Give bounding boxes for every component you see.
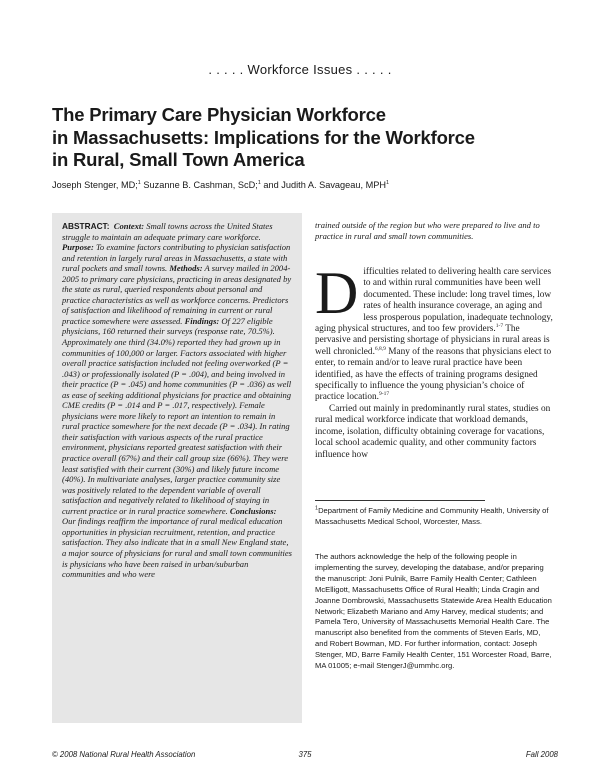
findings-text: Of 227 eligible physicians, 160 returned their surveys (response rate, 70.5%). Approximately one third (34.0%) reported they had grown up in communities of 100,000 or larger. Factors associated with higher overall practice satisfaction included not feeling overworked (P = .043) or professionally isolated (P = .004), and being involved in their practice (P = .045) and home communities (P = .036) as well as ease of seeking additional physicians for practice and obtaining CME credits (P = .014 and P = .017, respectively). Female physicians were more likely to report an intention to remain in rural practice somewhere for the next decade (P = .034). In rating their satisfaction with various aspects of the rural practice environment, physicians reported greatest satisfaction with their practice overall (67%) and their call group size (66%). They were least satisfied with their current (30%) and likely future income (40%). In multivariate analyses, larger practice community size was positively related to the dependent variable of overall satisfaction and negatively related to likelihood of staying in current practice or in rural practice somewhere. xyxy=(62,315,292,516)
drop-cap: D xyxy=(315,260,359,326)
findings-label: Findings: xyxy=(184,315,220,326)
author-stenger: Joseph Stenger, MD; xyxy=(52,180,138,190)
page-footer xyxy=(52,750,558,762)
context-text: Small towns across the United States struggle to maintain an adequate primary care workforce. xyxy=(62,221,273,242)
article-title xyxy=(52,104,572,172)
body-p1-part3: Many of the reasons that physicians elect to enter, to remain and/or to leave rural practice have been identified, as have the effects of training programs designed specifically to influence the young physician’s choice of practice location. xyxy=(315,346,552,403)
body-paragraph-2: Carried out mainly in predominantly rural states, studies on rural medical workforce indicate that workload demands, income, isolation, difficulty obtaining coverage for vacations, local school academic quality, and other community factors influence how xyxy=(315,403,551,460)
body-p1-part2: The pervasive and persisting shortage of physicians in rural areas is well chronicled. xyxy=(315,324,550,357)
citation-sup: 6,8,9 xyxy=(374,345,386,352)
abstract-label: ABSTRACT: xyxy=(62,221,110,231)
citation-sup: 9-17 xyxy=(379,391,390,398)
affiliation-marker: 1 xyxy=(386,179,390,186)
body-p1-part1: ifficulties related to delivering health care services to and within rural communities have been well documented. These include: long travel times, low rates of health insurance coverage, an aging and less prosperous population, inadequate technology, aging physical structures, and too few providers. xyxy=(315,267,553,335)
affiliation-footnote xyxy=(315,506,555,527)
right-column xyxy=(315,220,555,461)
abstract-box xyxy=(52,213,302,723)
author-savageau: and Judith A. Savageau, MPH xyxy=(260,180,387,190)
footnote-text: Department of Family Medicine and Community Health, University of Massachusetts Medical School, Worcester, Mass. xyxy=(315,506,549,526)
body-text xyxy=(315,260,555,461)
footnote-divider xyxy=(315,500,485,501)
methods-label: Methods: xyxy=(169,263,203,274)
title-line-1: The Primary Care Physician Workforce xyxy=(52,104,386,125)
abstract-continuation: trained outside of the region but who were prepared to live and to practice in rural and small town communities. xyxy=(315,220,540,241)
affiliation-marker: 1 xyxy=(257,179,261,186)
author-cashman: Suzanne B. Cashman, ScD; xyxy=(140,180,258,190)
section-header: . . . . . Workforce Issues . . . . . xyxy=(208,62,392,77)
abstract-text xyxy=(62,221,292,580)
footnote-marker: 1 xyxy=(315,505,319,512)
author-list xyxy=(52,180,572,190)
purpose-label: Purpose: xyxy=(62,242,94,253)
citation-sup: 1-7 xyxy=(495,322,504,329)
copyright: © 2008 National Rural Health Association xyxy=(52,750,196,759)
page-number: 375 xyxy=(298,750,312,759)
context-label: Context: xyxy=(113,221,145,231)
body-paragraph-1 xyxy=(315,260,555,404)
purpose-text: To examine factors contributing to physician satisfaction and retention in largely rural areas in Massachusetts, a state with rural pockets and small towns. xyxy=(62,242,291,274)
methods-text: A survey mailed in 2004-2005 to primary care physicians, practicing in areas designated by the state as rural, queried respondents about personal and practice characteristics as well as workforce concerns. Predictors of satisfaction and likelihood of remaining in current or rural practice somewhere were assessed. xyxy=(62,263,292,326)
affiliation-marker: 1 xyxy=(137,179,141,186)
acknowledgment: The authors acknowledge the help of the following people in implementing the survey, developing the database, and/or preparing the manuscript: Joni Pulnik, Barre Family Health Center; Cathleen McElligott, Massachusetts Office of Rural Health; Linda Cragin and Joanne Dombrowski, Massachusetts Statewide Area Health Education Network; Elizabeth Mariano and Amy Harvey, medical students; and Pamela Tero, University of Massachusetts Memorial Health Care. The manuscript also benefited from the comments of Steven Earls, MD, and Robert Bowman, MD. For further information, contact: Joseph Stenger, MD, Barre Family Health Center, 151 Worcester Road, Barre, MA 01005; e-mail StengerJ@ummhc.org. xyxy=(315,552,552,671)
conclusions-text: Our findings reaffirm the importance of rural medical education opportunities in physician recruitment, retention, and practice satisfaction. They also indicate that in a small New England state, a major source of physicians for rural and small town communities is physicians who have been raised in urban/suburban communities and who were xyxy=(62,516,292,580)
conclusions-label: Conclusions: xyxy=(229,505,277,516)
title-line-3: in Rural, Small Town America xyxy=(52,149,305,170)
issue-date: Fall 2008 xyxy=(525,750,558,759)
title-line-2: in Massachusetts: Implications for the Workforce xyxy=(52,126,475,148)
